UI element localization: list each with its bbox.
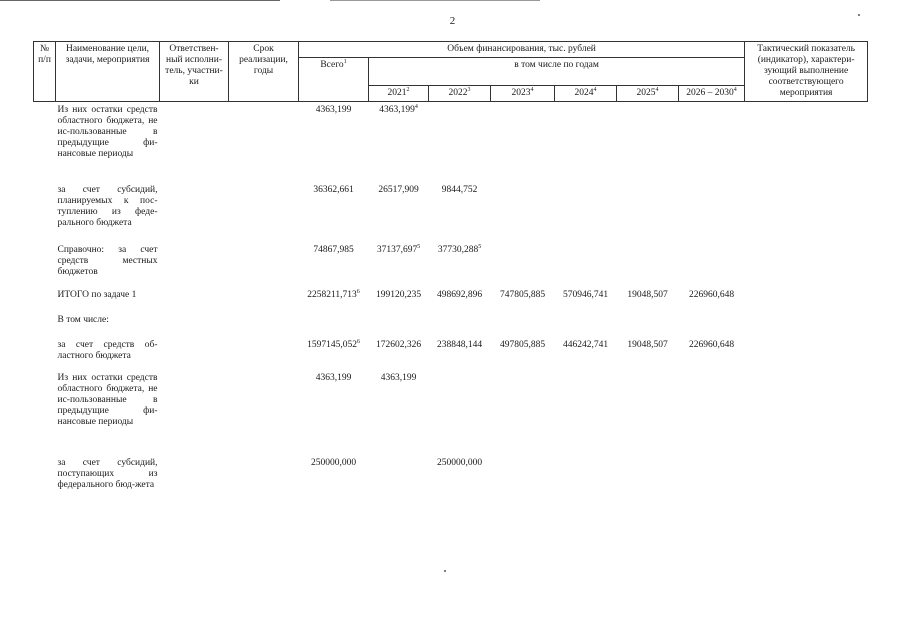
cell-indicator [745,337,868,370]
cell-total: 74867,985 [313,244,354,255]
cell-2021: 172602,326 [375,339,422,350]
cell-2022 [429,312,491,337]
cell-responsible [160,102,229,182]
cell-indicator [745,182,868,242]
cell-2021 [369,455,429,515]
cell-2025: 19048,507 [627,289,668,300]
cell-2023: 747805,885 [499,289,546,300]
cell-number [34,455,56,515]
cell-indicator [745,312,868,337]
cell-2025 [617,102,679,182]
cell-2021: 4363,199 [380,372,417,383]
cell-2024 [555,182,617,242]
cell-responsible [160,455,229,515]
cell-2023 [491,182,555,242]
cell-total: 250000,000 [310,457,357,468]
cell-2026-2030 [679,182,745,242]
header-by-years: в том числе по годам [369,58,745,86]
cell-term [229,312,299,337]
table-header [34,42,868,102]
cell-indicator [745,242,868,287]
scan-speck [444,570,446,572]
cell-total: 1597145,052$^6$ [307,338,360,350]
cell-2025 [617,455,679,515]
financing-table [33,41,868,515]
cell-total: 4363,199 [315,105,352,115]
cell-number [34,242,56,287]
cell-2024 [555,455,617,515]
cell-2023 [491,312,555,337]
header-year: 2026 – 2030$^4$ [679,86,745,102]
cell-2025 [617,182,679,242]
cell-2024 [555,242,617,287]
page-number: 2 [449,15,456,27]
cell-2025 [617,242,679,287]
cell-name: за счет субсидий, поступающих из федерального бюд-жета [57,457,158,490]
cell-2025: 19048,507 [627,339,668,350]
cell-responsible [160,242,229,287]
cell-total [299,312,369,337]
table-row [34,337,868,370]
cell-2021 [369,312,429,337]
cell-2025 [617,312,679,337]
cell-2026-2030 [679,370,745,455]
cell-2026-2030 [679,312,745,337]
cell-term [229,102,299,182]
cell-number [34,287,56,312]
cell-2022: 238848,144 [436,339,483,350]
header-term: Срок реализации, годы [229,42,299,102]
cell-term [229,370,299,455]
cell-responsible [160,370,229,455]
header-year: 2023$^4$ [491,86,555,102]
cell-indicator [745,102,868,182]
cell-2022: 37730,288$^5$ [437,243,482,255]
table-row [34,312,868,337]
cell-2026-2030 [679,102,745,182]
cell-2023 [491,370,555,455]
header-volume: Объем финансирования, тыс. рублей [299,42,745,58]
cell-total: 36362,661 [313,184,354,195]
cell-2023: 497805,885 [499,339,546,350]
cell-responsible [160,287,229,312]
cell-responsible [160,312,229,337]
table-row [34,182,868,242]
cell-total: 4363,199 [315,372,352,383]
header-indicator: Тактический показатель (индикатор), характери-зующий выполнение соответствующего мероприятия [745,42,868,102]
header-total: Всего$^1$ [299,58,369,102]
cell-term [229,242,299,287]
cell-2026-2030: 226960,648 [688,289,735,300]
table-row [34,242,868,287]
cell-name: Справочно: за счет средств местных бюджетов [57,244,158,277]
table-row [34,102,868,182]
cell-2025 [617,370,679,455]
cell-name: за счет средств об-ластного бюджета [57,339,158,361]
cell-2026-2030 [679,242,745,287]
header-year: 2022$^3$ [429,86,491,102]
cell-2026-2030 [679,455,745,515]
cell-2022: 250000,000 [436,457,483,468]
cell-2023 [491,242,555,287]
cell-number [34,337,56,370]
cell-2021: 4363,199$^4$ [379,103,418,115]
header-name: Наименование цели, задачи, мероприятия [56,42,160,102]
cell-number [34,370,56,455]
cell-2024 [555,102,617,182]
header-year: 2021$^2$ [369,86,429,102]
cell-indicator [745,455,868,515]
cell-term [229,287,299,312]
header-year: 2024$^4$ [555,86,617,102]
cell-responsible [160,337,229,370]
cell-2022: 9844,752 [441,184,478,195]
table-row [34,370,868,455]
cell-indicator [745,287,868,312]
cell-total: 2258211,713$^6$ [307,288,360,300]
cell-term [229,337,299,370]
cell-2026-2030: 226960,648 [688,339,735,350]
scan-edge-line [330,0,540,1]
scan-edge-line [0,0,280,1]
cell-number [34,182,56,242]
scan-speck [858,14,860,16]
header-responsible: Ответствен-ный исполни-тель, участни-ки [160,42,229,102]
cell-2024 [555,312,617,337]
header-number: № п/п [34,42,56,102]
table-row [34,287,868,312]
cell-indicator [745,370,868,455]
header-year: 2025$^4$ [617,86,679,102]
cell-2024: 446242,741 [562,339,609,350]
cell-name: Из них остатки средств областного бюджета, не ис-пользованные в предыдущие фи-нансовые периоды [57,105,158,159]
cell-name: за счет субсидий, планируемых к пос-туплению из феде-рального бюджета [57,184,158,228]
cell-2024: 570946,741 [562,289,609,300]
cell-term [229,455,299,515]
cell-name: В том числе: [57,314,109,325]
cell-2021: 26517,909 [378,184,419,195]
cell-2021: 199120,235 [375,289,422,300]
cell-2024 [555,370,617,455]
cell-responsible [160,182,229,242]
cell-2023 [491,455,555,515]
cell-name: ИТОГО по задаче 1 [57,289,137,300]
cell-number [34,312,56,337]
cell-2021: 37137,697$^5$ [376,243,421,255]
cell-term [229,182,299,242]
cell-2023 [491,102,555,182]
cell-number [34,102,56,182]
cell-2022 [429,370,491,455]
table-body [34,102,868,515]
table-row [34,455,868,515]
cell-2022 [429,102,491,182]
cell-2022: 498692,896 [436,289,483,300]
cell-name: Из них остатки средств областного бюджета, не ис-пользованные в предыдущие фи-нансовые периоды [57,372,158,427]
